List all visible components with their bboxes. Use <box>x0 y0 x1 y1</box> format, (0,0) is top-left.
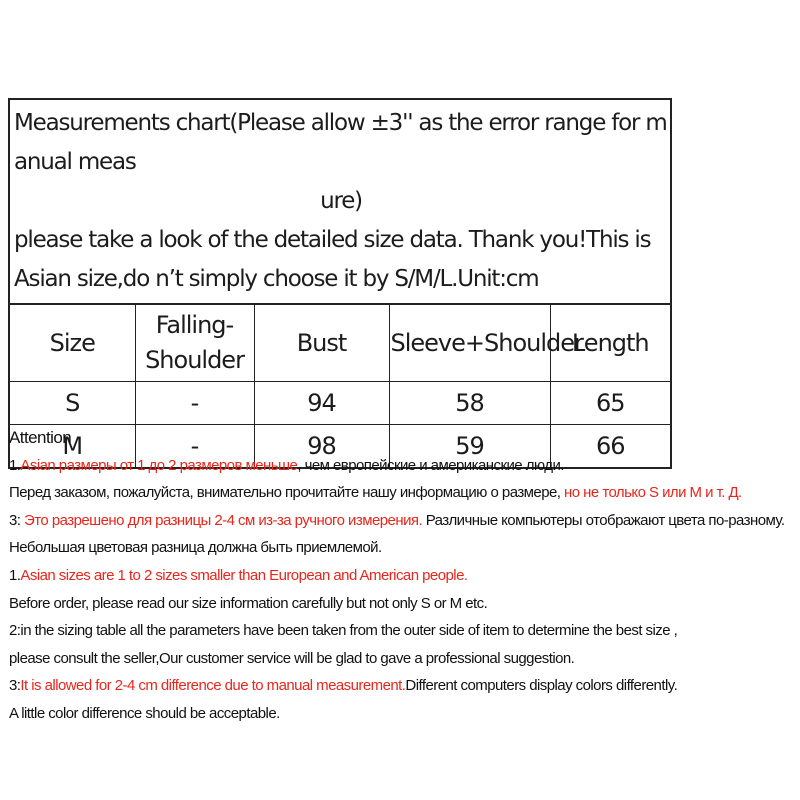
header-line-1: Measurements chart(Please allow ±3'' as the error range for manual meas <box>14 110 667 175</box>
note-text: Различные компьютеры отображают цвета по-разному. <box>422 511 785 529</box>
note-text: Different computers display colors differently. <box>405 677 678 695</box>
measurements-chart <box>8 98 672 469</box>
falling-shoulder-line-1: Falling- <box>155 311 234 339</box>
column-header-sleeve-shoulder: Sleeve+Shoulder <box>389 305 550 382</box>
note-highlight: Asian размеры от 1 до 2 размеров меньше <box>20 456 298 474</box>
column-header-falling-shoulder <box>135 305 254 382</box>
note-en-6: A little color difference should be acceptable. <box>9 704 280 722</box>
note-ru-4: Небольшая цветовая разница должна быть приемлемой. <box>9 539 382 557</box>
cell-bust: 98 <box>254 425 389 468</box>
note-highlight: но не только S или M и т. Д. <box>564 484 742 502</box>
cell-falling-shoulder: - <box>135 382 254 425</box>
cell-size: M <box>10 425 135 468</box>
cell-sleeve-shoulder: 59 <box>389 425 550 468</box>
attention-heading: Attention <box>9 428 72 447</box>
column-header-size: Size <box>10 305 135 382</box>
header-line-2: ure) <box>320 188 362 214</box>
note-highlight: It is allowed for 2-4 cm difference due to manual measurement. <box>20 677 406 695</box>
note-text: Перед заказом, пожалуйста, внимательно прочитайте нашу информацию о размере, <box>9 484 565 502</box>
note-ru-3 <box>9 507 799 535</box>
note-prefix: 3: <box>9 511 25 529</box>
column-header-bust: Bust <box>254 305 389 382</box>
cell-length: 66 <box>550 425 670 468</box>
table-row <box>10 382 670 425</box>
cell-falling-shoulder: - <box>135 425 254 468</box>
note-ru-1 <box>9 452 799 480</box>
cell-bust: 94 <box>254 382 389 425</box>
note-ru-2 <box>9 479 799 507</box>
cell-size: S <box>10 382 135 425</box>
note-en-3: 2:in the sizing table all the parameters have been taken from the outer side of item to determine the best size , <box>9 622 678 640</box>
note-en-2: Before order, please read our size information carefully but not only S or M etc. <box>9 594 488 612</box>
note-en-4: please consult the seller,Our customer service will be glad to gave a professional suggestion. <box>9 649 575 667</box>
chart-header <box>10 100 670 305</box>
note-en-1 <box>9 562 799 590</box>
header-line-3: please take a look of the detailed size data. Thank you!This is Asian size,do <box>14 227 651 292</box>
note-prefix: 1. <box>9 456 21 474</box>
note-prefix: 3: <box>9 677 21 695</box>
note-text: , чем европейские и американские люди. <box>297 456 564 474</box>
cell-sleeve-shoulder: 58 <box>389 382 550 425</box>
note-en-5 <box>9 672 799 700</box>
note-highlight: Asian sizes are 1 to 2 sizes smaller than European and American people. <box>20 566 468 584</box>
table-header-row <box>10 305 670 382</box>
note-highlight: Это разрешено для разницы 2-4 см из-за ручного измерения. <box>24 511 423 529</box>
notes-section <box>9 424 799 728</box>
header-line-4: n’t simply choose it by S/M/L.Unit:cm <box>155 266 539 292</box>
column-header-length: Length <box>550 305 670 382</box>
falling-shoulder-line-2: Shoulder <box>145 346 244 374</box>
note-prefix: 1. <box>9 566 21 584</box>
cell-length: 65 <box>550 382 670 425</box>
